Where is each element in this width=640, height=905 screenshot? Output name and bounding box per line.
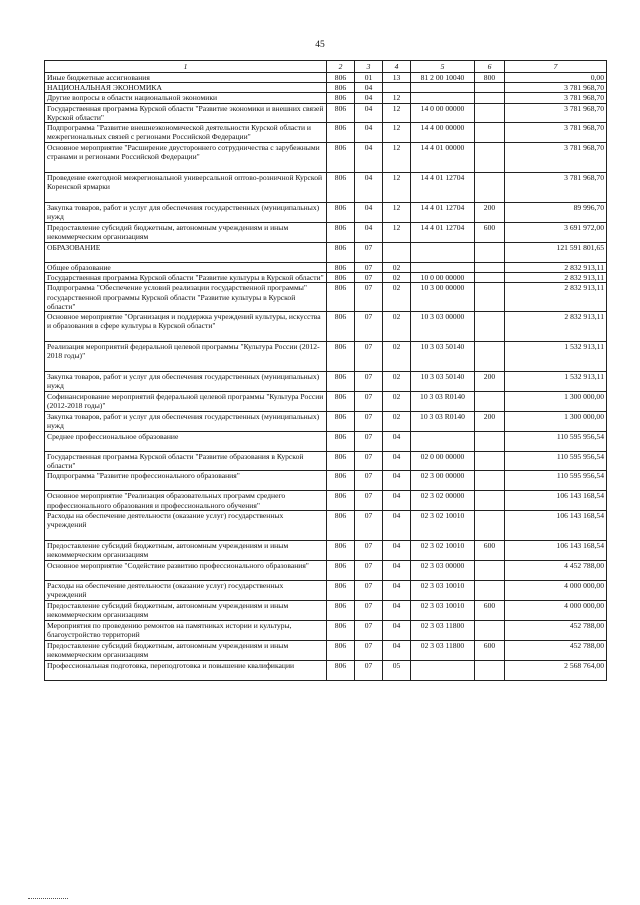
row-c7-cell: 110 595 956,54 — [505, 452, 607, 471]
header-cell: 7 — [505, 61, 607, 73]
row-c4-cell: 04 — [383, 452, 411, 471]
page-number: 45 — [315, 40, 325, 50]
row-c7-cell: 3 781 968,70 — [505, 123, 607, 143]
row-c3-cell: 07 — [355, 312, 383, 342]
row-c5-cell: 10 3 03 50140 — [411, 342, 475, 372]
row-c6-cell — [475, 173, 505, 203]
table-row — [45, 560, 607, 580]
row-c6-cell — [475, 560, 505, 580]
row-c2-cell: 806 — [327, 283, 355, 312]
header-cell: 1 — [45, 61, 327, 73]
row-c3-cell: 04 — [355, 173, 383, 203]
row-name-cell: Предоставление субсидий бюджетным, автономным учреждениям и иным некоммерческим организациям — [45, 600, 327, 620]
row-c3-cell: 04 — [355, 83, 383, 93]
row-c2-cell: 806 — [327, 342, 355, 372]
row-name-cell: Подпрограмма "Развитие профессионального образования" — [45, 471, 327, 491]
row-name-cell: ОБРАЗОВАНИЕ — [45, 243, 327, 263]
row-c7-cell: 106 143 168,54 — [505, 510, 607, 540]
row-c7-cell: 1 300 000,00 — [505, 412, 607, 432]
table-row — [45, 173, 607, 203]
table-row — [45, 392, 607, 412]
row-c2-cell: 806 — [327, 273, 355, 283]
scan-artifact — [28, 898, 68, 901]
row-c3-cell: 07 — [355, 283, 383, 312]
row-c2-cell: 806 — [327, 123, 355, 143]
row-c3-cell: 07 — [355, 392, 383, 412]
row-c6-cell — [475, 471, 505, 491]
row-c4-cell: 12 — [383, 173, 411, 203]
row-c6-cell — [475, 83, 505, 93]
row-c6-cell — [475, 103, 505, 122]
row-c4-cell: 02 — [383, 312, 411, 342]
table-row — [45, 223, 607, 243]
row-c2-cell: 806 — [327, 173, 355, 203]
header-cell: 4 — [383, 61, 411, 73]
row-c3-cell: 07 — [355, 342, 383, 372]
row-c7-cell: 2 568 764,00 — [505, 660, 607, 680]
row-c2-cell: 806 — [327, 243, 355, 263]
row-name-cell: Предоставление субсидий бюджетным, автономным учреждениям и иным некоммерческим организациям — [45, 540, 327, 560]
row-c4-cell: 02 — [383, 263, 411, 273]
row-c7-cell: 106 143 168,54 — [505, 540, 607, 560]
table-row — [45, 491, 607, 510]
row-c7-cell: 4 452 788,00 — [505, 560, 607, 580]
table-row — [45, 123, 607, 143]
row-c7-cell: 0,00 — [505, 73, 607, 83]
row-c6-cell — [475, 263, 505, 273]
row-c2-cell: 806 — [327, 452, 355, 471]
row-c6-cell — [475, 660, 505, 680]
row-name-cell: Профессиональная подготовка, переподготовка и повышение квалификации — [45, 660, 327, 680]
row-name-cell: Государственная программа Курской области "Развитие культуры в Курской области" — [45, 273, 327, 283]
table-row — [45, 143, 607, 173]
row-c5-cell: 02 3 02 10010 — [411, 510, 475, 540]
row-c4-cell: 04 — [383, 640, 411, 660]
table-row — [45, 580, 607, 600]
row-c7-cell: 1 532 913,11 — [505, 342, 607, 372]
row-c2-cell: 806 — [327, 223, 355, 243]
row-c4-cell: 04 — [383, 471, 411, 491]
row-c3-cell: 04 — [355, 143, 383, 173]
row-c2-cell: 806 — [327, 560, 355, 580]
row-c6-cell: 600 — [475, 223, 505, 243]
row-c7-cell: 89 996,70 — [505, 203, 607, 223]
table-row — [45, 93, 607, 103]
row-c2-cell: 806 — [327, 372, 355, 392]
row-c6-cell — [475, 392, 505, 412]
row-c3-cell: 07 — [355, 580, 383, 600]
header-cell: 3 — [355, 61, 383, 73]
row-name-cell: Закупка товаров, работ и услуг для обеспечения государственных (муниципальных) нужд — [45, 412, 327, 432]
row-c5-cell: 10 3 03 R0140 — [411, 392, 475, 412]
row-c5-cell: 10 3 00 00000 — [411, 283, 475, 312]
row-c3-cell: 04 — [355, 123, 383, 143]
row-c3-cell: 07 — [355, 452, 383, 471]
row-c7-cell: 4 000 000,00 — [505, 580, 607, 600]
table-row — [45, 432, 607, 452]
row-c3-cell: 07 — [355, 432, 383, 452]
row-c3-cell: 01 — [355, 73, 383, 83]
row-c3-cell: 07 — [355, 600, 383, 620]
row-name-cell: Основное мероприятие "Расширение двустороннего сотрудничества с зарубежными странами и регионами Российской Федерации" — [45, 143, 327, 173]
row-c3-cell: 04 — [355, 103, 383, 122]
row-c2-cell: 806 — [327, 510, 355, 540]
row-name-cell: Проведение ежегодной межрегиональной универсальной оптово-розничной Курской Коренской ярмарки — [45, 173, 327, 203]
row-c2-cell: 806 — [327, 491, 355, 510]
row-c2-cell: 806 — [327, 432, 355, 452]
row-name-cell: Подпрограмма "Обеспечение условий реализации государственной программы" государственной программы Курской области "Развитие культуры в Курской области" — [45, 283, 327, 312]
row-c6-cell — [475, 452, 505, 471]
row-name-cell: Расходы на обеспечение деятельности (оказание услуг) государственных учреждений — [45, 580, 327, 600]
row-c7-cell: 2 832 913,11 — [505, 283, 607, 312]
row-c3-cell: 07 — [355, 510, 383, 540]
row-c5-cell: 02 3 03 10010 — [411, 600, 475, 620]
row-c2-cell: 806 — [327, 93, 355, 103]
row-name-cell: Иные бюджетные ассигнования — [45, 73, 327, 83]
row-name-cell: Реализация мероприятий федеральной целевой программы "Культура России (2012-2018 годы)" — [45, 342, 327, 372]
row-c7-cell: 110 595 956,54 — [505, 471, 607, 491]
row-c4-cell: 12 — [383, 143, 411, 173]
row-c3-cell: 04 — [355, 223, 383, 243]
row-c5-cell: 10 3 03 R0140 — [411, 412, 475, 432]
row-c6-cell: 800 — [475, 73, 505, 83]
row-c5-cell — [411, 432, 475, 452]
row-c4-cell — [383, 83, 411, 93]
row-c5-cell: 02 3 02 10010 — [411, 540, 475, 560]
row-c3-cell: 07 — [355, 471, 383, 491]
table-row — [45, 620, 607, 640]
row-c6-cell: 200 — [475, 412, 505, 432]
row-c5-cell: 14 4 01 00000 — [411, 143, 475, 173]
row-c4-cell: 12 — [383, 93, 411, 103]
row-c3-cell: 04 — [355, 93, 383, 103]
table-row — [45, 600, 607, 620]
row-c5-cell — [411, 93, 475, 103]
row-c6-cell — [475, 510, 505, 540]
row-name-cell: Предоставление субсидий бюджетным, автономным учреждениям и иным некоммерческим организациям — [45, 640, 327, 660]
row-c2-cell: 806 — [327, 412, 355, 432]
row-c7-cell: 3 781 968,70 — [505, 143, 607, 173]
table-row — [45, 73, 607, 83]
table-row — [45, 540, 607, 560]
row-c3-cell: 07 — [355, 263, 383, 273]
row-c4-cell: 04 — [383, 540, 411, 560]
row-c2-cell: 806 — [327, 312, 355, 342]
row-c7-cell: 106 143 168,54 — [505, 491, 607, 510]
row-c5-cell: 02 3 03 11800 — [411, 640, 475, 660]
row-c4-cell: 13 — [383, 73, 411, 83]
table-row — [45, 412, 607, 432]
row-c6-cell — [475, 143, 505, 173]
row-c4-cell: 02 — [383, 392, 411, 412]
table-row — [45, 312, 607, 342]
table-row — [45, 640, 607, 660]
row-c2-cell: 806 — [327, 263, 355, 273]
row-c7-cell: 3 781 968,70 — [505, 173, 607, 203]
row-c3-cell: 07 — [355, 540, 383, 560]
row-c4-cell: 02 — [383, 273, 411, 283]
row-c7-cell: 121 591 801,65 — [505, 243, 607, 263]
row-c6-cell — [475, 123, 505, 143]
row-c4-cell: 02 — [383, 342, 411, 372]
row-c5-cell: 02 3 00 00000 — [411, 471, 475, 491]
row-c3-cell: 04 — [355, 203, 383, 223]
table-row — [45, 452, 607, 471]
row-c7-cell: 452 788,00 — [505, 620, 607, 640]
row-c4-cell: 04 — [383, 600, 411, 620]
row-c5-cell — [411, 660, 475, 680]
row-c4-cell: 12 — [383, 203, 411, 223]
row-c5-cell: 10 3 03 50140 — [411, 372, 475, 392]
row-name-cell: Государственная программа Курской области "Развитие экономики и внешних связей Курской области" — [45, 103, 327, 122]
row-c2-cell: 806 — [327, 203, 355, 223]
table-row — [45, 203, 607, 223]
row-name-cell: Государственная программа Курской области "Развитие образования в Курской области" — [45, 452, 327, 471]
table-row — [45, 83, 607, 93]
row-c2-cell: 806 — [327, 471, 355, 491]
row-c6-cell — [475, 273, 505, 283]
row-name-cell: Основное мероприятие "Организация и поддержка учреждений культуры, искусства и образования в сфере культуры в Курской области" — [45, 312, 327, 342]
row-c5-cell: 14 4 00 00000 — [411, 123, 475, 143]
row-c5-cell: 14 4 01 12704 — [411, 223, 475, 243]
row-c3-cell: 07 — [355, 273, 383, 283]
row-c5-cell: 10 3 03 00000 — [411, 312, 475, 342]
row-c6-cell: 600 — [475, 640, 505, 660]
row-c5-cell — [411, 83, 475, 93]
row-c6-cell — [475, 312, 505, 342]
row-c3-cell: 07 — [355, 372, 383, 392]
row-c6-cell — [475, 491, 505, 510]
row-c5-cell: 02 3 02 00000 — [411, 491, 475, 510]
budget-table — [44, 60, 607, 681]
row-c2-cell: 806 — [327, 620, 355, 640]
row-c5-cell: 02 0 00 00000 — [411, 452, 475, 471]
row-c2-cell: 806 — [327, 392, 355, 412]
row-name-cell: Мероприятия по проведению ремонтов на памятниках истории и культуры, благоустройство территорий — [45, 620, 327, 640]
row-c5-cell: 02 3 03 00000 — [411, 560, 475, 580]
table-row — [45, 273, 607, 283]
row-c4-cell: 04 — [383, 620, 411, 640]
row-c4-cell: 12 — [383, 223, 411, 243]
row-c4-cell: 12 — [383, 123, 411, 143]
row-c6-cell: 200 — [475, 203, 505, 223]
row-name-cell: Основное мероприятие "Содействие развитию профессионального образования" — [45, 560, 327, 580]
row-c7-cell: 3 781 968,70 — [505, 93, 607, 103]
table-row — [45, 471, 607, 491]
row-c7-cell: 452 788,00 — [505, 640, 607, 660]
row-c4-cell: 02 — [383, 412, 411, 432]
row-c6-cell — [475, 432, 505, 452]
row-c7-cell: 2 832 913,11 — [505, 273, 607, 283]
table-row — [45, 342, 607, 372]
row-c6-cell: 600 — [475, 540, 505, 560]
row-c7-cell: 1 532 913,11 — [505, 372, 607, 392]
row-c2-cell: 806 — [327, 103, 355, 122]
row-c2-cell: 806 — [327, 83, 355, 93]
row-c2-cell: 806 — [327, 540, 355, 560]
table-row — [45, 283, 607, 312]
row-c5-cell — [411, 243, 475, 263]
row-c7-cell: 3 781 968,70 — [505, 103, 607, 122]
row-name-cell: Расходы на обеспечение деятельности (оказание услуг) государственных учреждений — [45, 510, 327, 540]
row-c4-cell: 04 — [383, 510, 411, 540]
row-c5-cell: 02 3 03 10010 — [411, 580, 475, 600]
row-c3-cell: 07 — [355, 560, 383, 580]
row-c2-cell: 806 — [327, 600, 355, 620]
row-c4-cell: 02 — [383, 283, 411, 312]
row-c7-cell: 110 595 956,54 — [505, 432, 607, 452]
row-c5-cell: 10 0 00 00000 — [411, 273, 475, 283]
row-c6-cell — [475, 620, 505, 640]
table-row — [45, 103, 607, 122]
row-name-cell: Закупка товаров, работ и услуг для обеспечения государственных (муниципальных) нужд — [45, 372, 327, 392]
header-row — [45, 61, 607, 73]
row-c2-cell: 806 — [327, 73, 355, 83]
row-c5-cell — [411, 263, 475, 273]
row-c2-cell: 806 — [327, 580, 355, 600]
row-c3-cell: 07 — [355, 412, 383, 432]
row-c2-cell: 806 — [327, 143, 355, 173]
row-c5-cell: 14 4 01 12704 — [411, 203, 475, 223]
row-c4-cell: 02 — [383, 372, 411, 392]
row-c6-cell — [475, 243, 505, 263]
row-name-cell: Основное мероприятие "Реализация образовательных программ среднего профессионального образования и профессионального обучения" — [45, 491, 327, 510]
row-c4-cell — [383, 243, 411, 263]
row-name-cell: Закупка товаров, работ и услуг для обеспечения государственных (муниципальных) нужд — [45, 203, 327, 223]
row-name-cell: Софинансирование мероприятий федеральной целевой программы "Культура России (2012-2018 годы)" — [45, 392, 327, 412]
row-c6-cell — [475, 93, 505, 103]
table-row — [45, 372, 607, 392]
row-c2-cell: 806 — [327, 640, 355, 660]
table-row — [45, 263, 607, 273]
row-c4-cell: 05 — [383, 660, 411, 680]
header-cell: 6 — [475, 61, 505, 73]
row-c7-cell: 2 832 913,11 — [505, 263, 607, 273]
row-name-cell: НАЦИОНАЛЬНАЯ ЭКОНОМИКА — [45, 83, 327, 93]
table-row — [45, 510, 607, 540]
row-c4-cell: 04 — [383, 432, 411, 452]
row-c5-cell: 81 2 00 10040 — [411, 73, 475, 83]
row-c7-cell: 4 000 000,00 — [505, 600, 607, 620]
table-row — [45, 660, 607, 680]
row-name-cell: Среднее профессиональное образование — [45, 432, 327, 452]
row-c4-cell: 04 — [383, 491, 411, 510]
header-cell: 5 — [411, 61, 475, 73]
row-name-cell: Предоставление субсидий бюджетным, автономным учреждениям и иным некоммерческим организациям — [45, 223, 327, 243]
row-c3-cell: 07 — [355, 640, 383, 660]
row-c2-cell: 806 — [327, 660, 355, 680]
row-c5-cell: 14 0 00 00000 — [411, 103, 475, 122]
row-c3-cell: 07 — [355, 660, 383, 680]
row-c7-cell: 3 691 972,00 — [505, 223, 607, 243]
row-c6-cell: 200 — [475, 372, 505, 392]
table-row — [45, 243, 607, 263]
row-name-cell: Другие вопросы в области национальной экономики — [45, 93, 327, 103]
row-c3-cell: 07 — [355, 491, 383, 510]
row-c5-cell: 14 4 01 12704 — [411, 173, 475, 203]
row-c4-cell: 12 — [383, 103, 411, 122]
row-c4-cell: 04 — [383, 580, 411, 600]
header-cell: 2 — [327, 61, 355, 73]
row-c4-cell: 04 — [383, 560, 411, 580]
row-c6-cell — [475, 580, 505, 600]
row-c7-cell: 3 781 968,70 — [505, 83, 607, 93]
row-c7-cell: 1 300 000,00 — [505, 392, 607, 412]
row-c3-cell: 07 — [355, 243, 383, 263]
row-name-cell: Подпрограмма "Развитие внешнеэкономической деятельности Курской области и межрегиональных связей с регионами Российской Федерации" — [45, 123, 327, 143]
row-c3-cell: 07 — [355, 620, 383, 640]
row-c5-cell: 02 3 03 11800 — [411, 620, 475, 640]
row-c6-cell — [475, 283, 505, 312]
row-c7-cell: 2 832 913,11 — [505, 312, 607, 342]
row-name-cell: Общее образование — [45, 263, 327, 273]
row-c6-cell — [475, 342, 505, 372]
row-c6-cell: 600 — [475, 600, 505, 620]
